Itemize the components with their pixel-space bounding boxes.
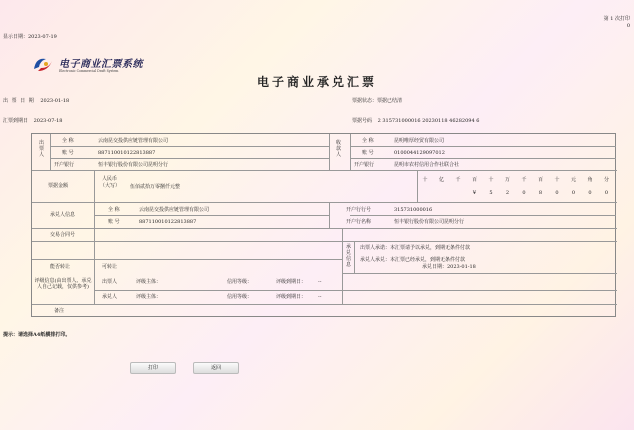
amount-digit: 2 bbox=[505, 190, 510, 196]
payee-account: 0100044129097012 bbox=[394, 150, 445, 156]
logo-text-cn: 电子商业汇票系统 bbox=[59, 59, 143, 70]
amount-digit: 8 bbox=[538, 190, 543, 196]
due-date-label: 汇票到期日 bbox=[3, 118, 29, 124]
issue-date-row bbox=[3, 97, 69, 104]
amount-digit-unit: 元 bbox=[570, 177, 576, 183]
rating-expiry-value: -- bbox=[318, 294, 322, 300]
drawer-account-label: 账 号 bbox=[62, 150, 74, 156]
amount-digits bbox=[418, 190, 617, 197]
payee-bank: 昆明市农村信用合作社联合社 bbox=[394, 162, 460, 168]
amount-digit: 0 bbox=[571, 190, 576, 196]
amount-digit-unit: 千 bbox=[455, 177, 461, 183]
transfer-value: 可转让 bbox=[102, 264, 118, 270]
amount-digit-unit: 分 bbox=[603, 177, 609, 183]
status-row bbox=[352, 97, 402, 104]
acceptor-name-label: 全 称 bbox=[108, 207, 120, 213]
drawer-promise: 出票人承诺：本汇票请予以承兑，到期无条件付款 bbox=[360, 245, 471, 251]
print-button[interactable]: 打印 bbox=[130, 362, 176, 374]
bill-number-label: 票据号码 bbox=[352, 118, 373, 124]
amount-digit-unit: 角 bbox=[587, 177, 593, 183]
acceptor-name: 云南昆交投供应链管理有限公司 bbox=[139, 207, 210, 213]
ecds-logo-icon bbox=[32, 55, 54, 73]
amount-digit-unit: 十 bbox=[488, 177, 494, 183]
commitment-label: 承兑信息 bbox=[345, 244, 351, 268]
payee-section-label: 收款人 bbox=[335, 140, 341, 158]
acceptor-promise: 承兑人承兑：本汇票已经承兑，到期无条件付款 bbox=[360, 257, 466, 263]
amount-digit: 0 bbox=[604, 190, 609, 196]
accept-date: 承兑日期：2023-01-18 bbox=[422, 264, 476, 270]
print-count-sub: 0 bbox=[626, 23, 630, 29]
rating-grade-label: 信用等级： bbox=[227, 279, 253, 285]
rating-row-role: 承兑人 bbox=[102, 294, 118, 300]
bill-number-row bbox=[352, 117, 479, 124]
due-date-value: 2023-07-18 bbox=[33, 118, 63, 124]
amount-digit: 5 bbox=[489, 190, 493, 196]
print-count-label: 第 1 次打印 bbox=[603, 16, 630, 22]
amount-digit-unit: 十 bbox=[554, 177, 560, 183]
acceptor-bank-no: 315731000016 bbox=[394, 207, 433, 213]
rating-label: 评级信息(由出票人、承兑人自己记载，仅供参考) bbox=[34, 278, 92, 290]
rating-row-role: 出票人 bbox=[102, 279, 118, 285]
rating-grade-label: 信用等级： bbox=[227, 294, 253, 300]
bill-table bbox=[31, 133, 616, 317]
acceptor-label: 承兑人信息 bbox=[50, 212, 76, 218]
amount-digit-unit: 百 bbox=[537, 177, 543, 183]
drawer-bank-label: 开户银行 bbox=[54, 162, 75, 168]
page-title: 电子商业承兑汇票 bbox=[256, 75, 377, 89]
acceptor-account: 887110010122813887 bbox=[139, 219, 197, 225]
amount-currency: 人民币 bbox=[102, 176, 118, 182]
rating-expiry-label: 评级到期日： bbox=[276, 279, 307, 285]
acceptor-bank-no-label: 开户行行号 bbox=[346, 207, 372, 213]
display-date: 显示日期：2023-07-19 bbox=[3, 34, 57, 40]
status-value: 票据已结清 bbox=[377, 98, 403, 104]
payee-bank-label: 开户银行 bbox=[354, 162, 375, 168]
payee-account-label: 账 号 bbox=[362, 150, 374, 156]
drawer-name-label: 全 称 bbox=[62, 138, 74, 144]
remark-label: 备注 bbox=[54, 308, 65, 314]
amount-digit-units bbox=[418, 176, 617, 183]
contract-label: 交易合同号 bbox=[50, 232, 76, 238]
drawer-account: 887110010122813887 bbox=[98, 150, 156, 156]
drawer-bank: 恒丰银行股份有限公司昆明分行 bbox=[98, 162, 169, 168]
ecds-logo bbox=[32, 55, 143, 73]
amount-digit-unit: 万 bbox=[504, 177, 510, 183]
rating-subject-label: 评级主体： bbox=[136, 279, 162, 285]
rating-expiry-label: 评级到期日： bbox=[276, 294, 307, 300]
amount-label: 票据金额 bbox=[48, 183, 69, 189]
drawer-name: 云南昆交投供应链管理有限公司 bbox=[98, 138, 169, 144]
status-label: 票据状态： bbox=[352, 98, 378, 104]
amount-in-words: 伍佰贰拾万零捌仟元整 bbox=[130, 184, 181, 190]
amount-digit: 0 bbox=[522, 190, 526, 196]
acceptor-account-label: 账 号 bbox=[108, 219, 120, 225]
amount-digit-unit: 十 bbox=[422, 177, 428, 183]
bill-number-value: 2 315731000016 20230118 46282094 6 bbox=[377, 118, 480, 124]
issue-date-value: 2023-01-18 bbox=[40, 98, 70, 104]
back-button[interactable]: 返回 bbox=[193, 362, 239, 374]
issue-date-label: 出 票 日 期 bbox=[3, 98, 35, 104]
due-date-row bbox=[3, 117, 62, 124]
rating-subject-label: 评级主体： bbox=[136, 294, 162, 300]
amount-digit-unit: 百 bbox=[471, 177, 477, 183]
transfer-label: 能否转让 bbox=[50, 264, 71, 270]
logo-text-en: Electronic Commercial Draft System bbox=[59, 69, 119, 73]
rating-expiry-value: -- bbox=[318, 279, 322, 285]
amount-currency-note: （大写） bbox=[100, 183, 121, 189]
print-count bbox=[604, 16, 630, 30]
amount-digit: ¥ bbox=[472, 190, 477, 196]
acceptor-bank-name: 恒丰银行股份有限公司昆明分行 bbox=[394, 219, 465, 225]
print-tip: 提示：请选择A4纸横排打印。 bbox=[3, 332, 71, 338]
amount-digit: 0 bbox=[588, 190, 592, 196]
amount-digit-unit: 亿 bbox=[438, 177, 444, 183]
acceptor-bank-name-label: 开户行名称 bbox=[346, 219, 372, 225]
payee-name-label: 全 称 bbox=[362, 138, 374, 144]
drawer-section-label: 出票人 bbox=[38, 140, 44, 158]
amount-digit-unit: 千 bbox=[521, 177, 527, 183]
payee-name: 昆明唯厚经贸有限公司 bbox=[394, 138, 445, 144]
amount-digit: 0 bbox=[555, 190, 559, 196]
